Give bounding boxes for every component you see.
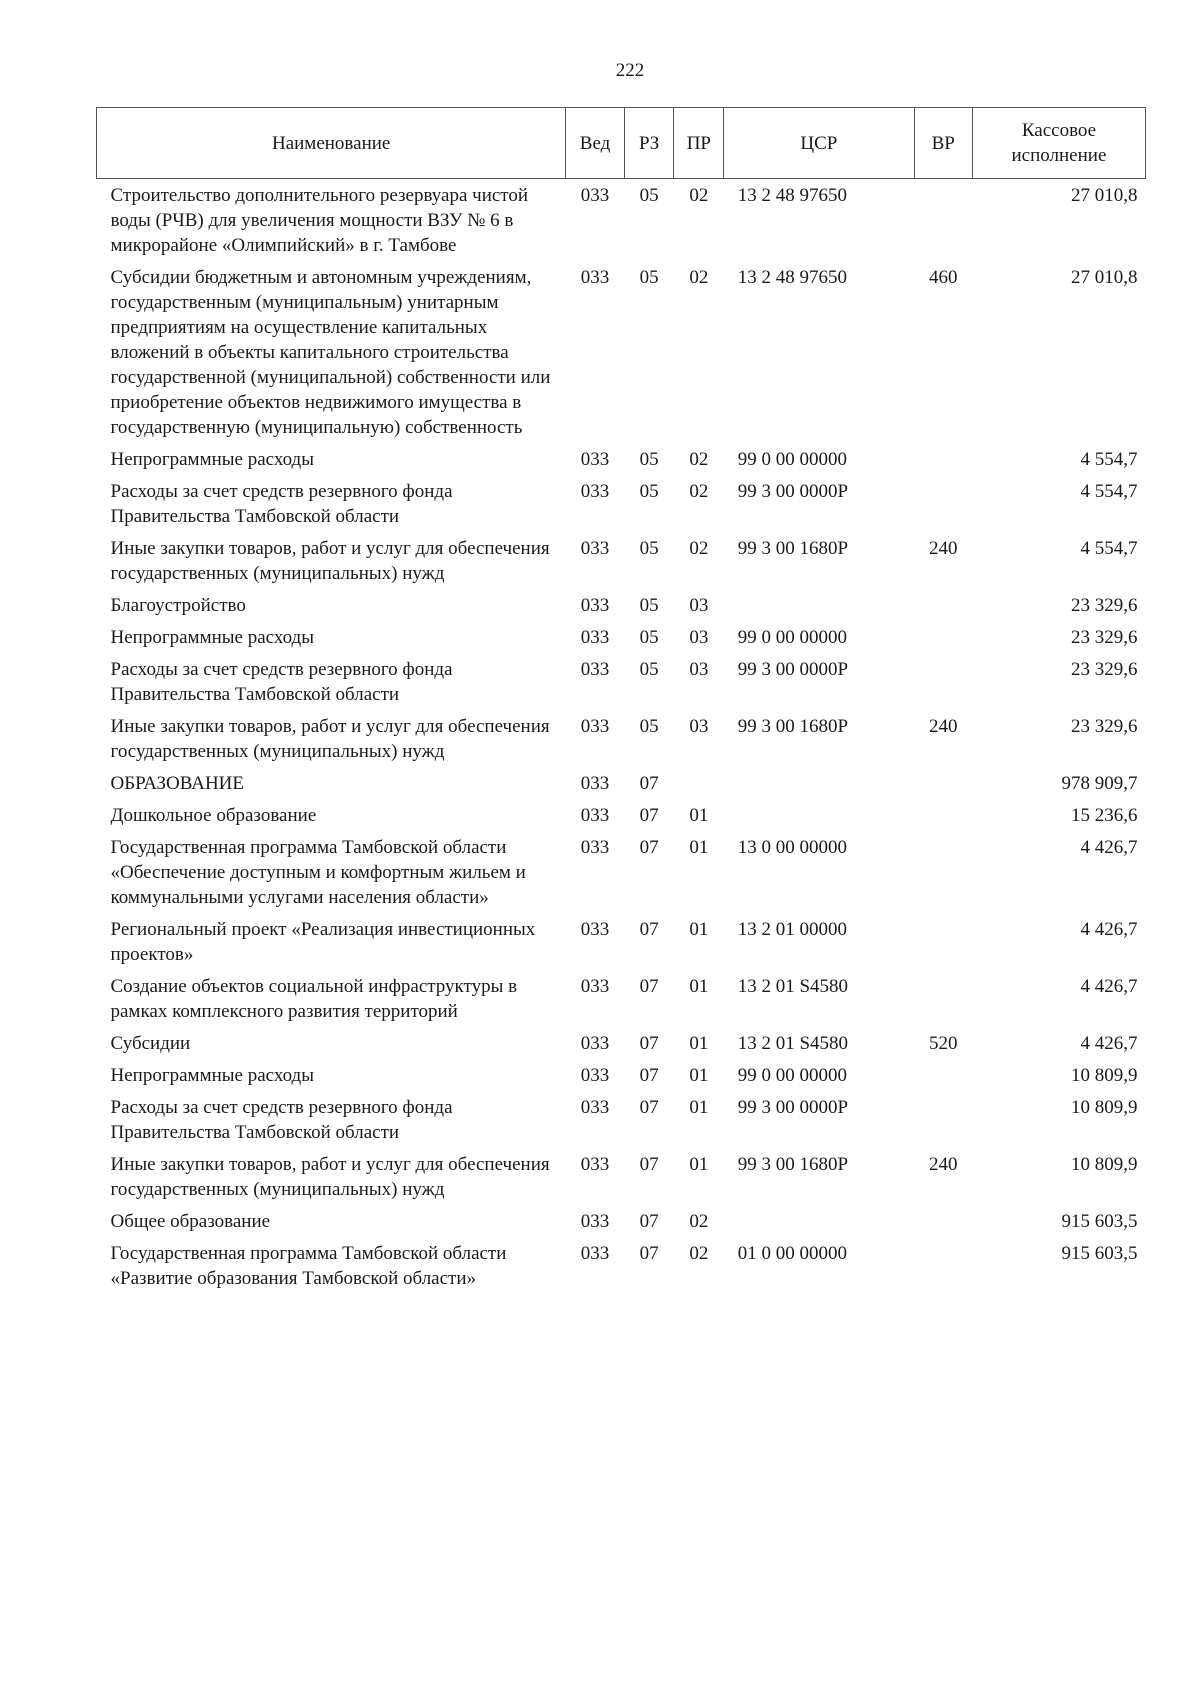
row-rz: 05 bbox=[639, 538, 659, 559]
row-name: Расходы за счет средств резервного фонда Правительства Тамбовской области bbox=[110, 659, 453, 705]
table-row bbox=[97, 1237, 1146, 1294]
row-ved: 033 bbox=[580, 627, 610, 648]
row-csr bbox=[724, 767, 914, 799]
row-amount: 23 329,6 bbox=[1071, 595, 1138, 616]
row-vr bbox=[914, 1205, 972, 1237]
row-rz: 07 bbox=[639, 1211, 659, 1232]
row-rz: 05 bbox=[639, 185, 659, 206]
row-ved: 033 bbox=[580, 267, 610, 288]
row-rz: 07 bbox=[639, 1243, 659, 1264]
row-csr: 99 3 00 0000P bbox=[737, 1097, 849, 1118]
row-rz: 07 bbox=[639, 976, 659, 997]
row-rz: 07 bbox=[639, 919, 659, 940]
row-amount: 23 329,6 bbox=[1071, 659, 1138, 680]
table-row bbox=[97, 913, 1146, 970]
row-ved: 033 bbox=[580, 1243, 610, 1264]
row-pr: 02 bbox=[689, 449, 709, 470]
row-csr: 13 2 48 97650 bbox=[737, 185, 847, 206]
row-amount: 27 010,8 bbox=[1071, 185, 1138, 206]
row-vr bbox=[914, 1237, 972, 1294]
row-csr bbox=[724, 799, 914, 831]
row-pr: 01 bbox=[689, 919, 709, 940]
row-vr bbox=[914, 831, 972, 913]
table-row bbox=[97, 799, 1146, 831]
row-amount: 978 909,7 bbox=[1061, 773, 1138, 794]
row-name: Дошкольное образование bbox=[110, 805, 317, 826]
row-ved: 033 bbox=[580, 481, 610, 502]
row-vr bbox=[914, 621, 972, 653]
row-ved: 033 bbox=[580, 976, 610, 997]
row-pr: 01 bbox=[689, 1097, 709, 1118]
row-pr bbox=[674, 767, 724, 799]
row-name: Общее образование bbox=[110, 1211, 271, 1232]
header-csr: ЦСР bbox=[724, 108, 914, 179]
row-amount: 915 603,5 bbox=[1061, 1243, 1138, 1264]
row-pr: 03 bbox=[689, 659, 709, 680]
row-name: Иные закупки товаров, работ и услуг для обеспечения государственных (муниципальных) нужд bbox=[110, 716, 550, 762]
row-rz: 05 bbox=[639, 449, 659, 470]
table-row bbox=[97, 1091, 1146, 1148]
row-rz: 05 bbox=[639, 716, 659, 737]
row-amount: 27 010,8 bbox=[1071, 267, 1138, 288]
table-row bbox=[97, 710, 1146, 767]
table-row bbox=[97, 767, 1146, 799]
row-pr: 01 bbox=[689, 976, 709, 997]
row-vr bbox=[914, 589, 972, 621]
row-csr: 13 0 00 00000 bbox=[737, 837, 847, 858]
row-ved: 033 bbox=[580, 449, 610, 470]
row-pr: 01 bbox=[689, 1065, 709, 1086]
row-amount: 15 236,6 bbox=[1071, 805, 1138, 826]
row-vr bbox=[914, 443, 972, 475]
row-ved: 033 bbox=[580, 919, 610, 940]
row-pr: 02 bbox=[689, 1243, 709, 1264]
table-row bbox=[97, 653, 1146, 710]
row-rz: 07 bbox=[639, 1033, 659, 1054]
table-row bbox=[97, 179, 1146, 262]
row-csr bbox=[724, 1205, 914, 1237]
row-csr: 99 3 00 0000P bbox=[737, 659, 849, 680]
row-ved: 033 bbox=[580, 1033, 610, 1054]
table-row bbox=[97, 970, 1146, 1027]
row-rz: 07 bbox=[639, 1065, 659, 1086]
row-name: Региональный проект «Реализация инвестиционных проектов» bbox=[110, 919, 536, 965]
row-name: Создание объектов социальной инфраструктуры в рамках комплексного развития территорий bbox=[110, 976, 518, 1022]
row-csr: 13 2 48 97650 bbox=[737, 267, 847, 288]
row-name: Строительство дополнительного резервуара чистой воды (РЧВ) для увеличения мощности ВЗУ № 6 в микрорайоне «Олимпийский» в г. Тамбове bbox=[110, 185, 529, 256]
row-pr: 01 bbox=[689, 837, 709, 858]
row-rz: 07 bbox=[639, 1154, 659, 1175]
row-name: Государственная программа Тамбовской области «Развитие образования Тамбовской области» bbox=[110, 1243, 507, 1289]
row-amount: 23 329,6 bbox=[1071, 627, 1138, 648]
row-ved: 033 bbox=[580, 1211, 610, 1232]
row-amount: 4 426,7 bbox=[1080, 919, 1138, 940]
row-vr bbox=[914, 179, 972, 262]
table-row bbox=[97, 831, 1146, 913]
row-pr: 03 bbox=[689, 595, 709, 616]
row-pr: 01 bbox=[689, 1033, 709, 1054]
row-ved: 033 bbox=[580, 805, 610, 826]
row-vr bbox=[914, 913, 972, 970]
row-rz: 07 bbox=[639, 773, 659, 794]
row-csr: 99 0 00 00000 bbox=[737, 627, 847, 648]
header-amount: Кассовое исполнение bbox=[972, 108, 1145, 179]
row-csr: 99 0 00 00000 bbox=[737, 1065, 847, 1086]
row-name: Непрограммные расходы bbox=[110, 449, 314, 470]
row-pr: 02 bbox=[689, 267, 709, 288]
row-csr: 99 3 00 1680P bbox=[737, 716, 849, 737]
row-vr bbox=[914, 653, 972, 710]
row-vr bbox=[914, 1091, 972, 1148]
row-csr: 99 3 00 1680P bbox=[737, 538, 849, 559]
row-ved: 033 bbox=[580, 1097, 610, 1118]
row-rz: 07 bbox=[639, 837, 659, 858]
row-name: Иные закупки товаров, работ и услуг для обеспечения государственных (муниципальных) нужд bbox=[110, 1154, 550, 1200]
row-rz: 05 bbox=[639, 659, 659, 680]
row-pr: 01 bbox=[689, 1154, 709, 1175]
row-amount: 4 426,7 bbox=[1080, 837, 1138, 858]
row-vr: 460 bbox=[928, 267, 958, 288]
row-pr: 03 bbox=[689, 627, 709, 648]
header-ved: Вед bbox=[566, 108, 624, 179]
row-name: Непрограммные расходы bbox=[110, 1065, 314, 1086]
row-vr bbox=[914, 799, 972, 831]
row-ved: 033 bbox=[580, 1154, 610, 1175]
row-pr: 02 bbox=[689, 1211, 709, 1232]
row-pr: 02 bbox=[689, 481, 709, 502]
table-header-row bbox=[97, 108, 1146, 179]
row-ved: 033 bbox=[580, 716, 610, 737]
table-row bbox=[97, 261, 1146, 443]
table-row bbox=[97, 621, 1146, 653]
row-name: Субсидии бюджетным и автономным учреждениям, государственным (муниципальным) унитарным предприятиям на осуществление капитальных вложений в объекты капитального строительства государственной (муниципальной) собственности или приобретение объектов недвижимого имущества в государственную (муниципальную) собственность bbox=[110, 267, 551, 438]
row-vr bbox=[914, 767, 972, 799]
table-row bbox=[97, 1027, 1146, 1059]
row-vr bbox=[914, 475, 972, 532]
row-rz: 07 bbox=[639, 1097, 659, 1118]
row-ved: 033 bbox=[580, 595, 610, 616]
row-ved: 033 bbox=[580, 837, 610, 858]
table-row bbox=[97, 1059, 1146, 1091]
header-pr: ПР bbox=[674, 108, 724, 179]
row-vr: 240 bbox=[928, 716, 958, 737]
row-name: Расходы за счет средств резервного фонда Правительства Тамбовской области bbox=[110, 1097, 453, 1143]
row-amount: 915 603,5 bbox=[1061, 1211, 1138, 1232]
row-pr: 02 bbox=[689, 185, 709, 206]
table-row bbox=[97, 1148, 1146, 1205]
row-rz: 05 bbox=[639, 627, 659, 648]
row-name: Благоустройство bbox=[110, 595, 246, 616]
row-csr: 99 0 00 00000 bbox=[737, 449, 847, 470]
row-amount: 23 329,6 bbox=[1071, 716, 1138, 737]
row-name: Субсидии bbox=[110, 1033, 191, 1054]
row-ved: 033 bbox=[580, 538, 610, 559]
row-amount: 10 809,9 bbox=[1071, 1097, 1138, 1118]
table-row bbox=[97, 1205, 1146, 1237]
row-name: Государственная программа Тамбовской области «Обеспечение доступным и комфортным жильем и коммунальными услугами населения области» bbox=[110, 837, 526, 908]
row-name: Иные закупки товаров, работ и услуг для обеспечения государственных (муниципальных) нужд bbox=[110, 538, 550, 584]
row-amount: 4 426,7 bbox=[1080, 976, 1138, 997]
table-row bbox=[97, 532, 1146, 589]
table-row bbox=[97, 589, 1146, 621]
row-csr: 13 2 01 00000 bbox=[737, 919, 847, 940]
row-ved: 033 bbox=[580, 773, 610, 794]
row-vr: 240 bbox=[928, 538, 958, 559]
page-number: 222 bbox=[615, 60, 645, 81]
table-row bbox=[97, 443, 1146, 475]
row-csr: 99 3 00 0000P bbox=[737, 481, 849, 502]
row-rz: 05 bbox=[639, 595, 659, 616]
row-amount: 4 554,7 bbox=[1080, 481, 1138, 502]
row-name: Расходы за счет средств резервного фонда Правительства Тамбовской области bbox=[110, 481, 453, 527]
row-rz: 05 bbox=[639, 481, 659, 502]
row-name: ОБРАЗОВАНИЕ bbox=[110, 773, 245, 794]
row-vr bbox=[914, 1059, 972, 1091]
row-name: Непрограммные расходы bbox=[110, 627, 314, 648]
table-body bbox=[97, 179, 1146, 1295]
row-pr: 03 bbox=[689, 716, 709, 737]
row-rz: 05 bbox=[639, 267, 659, 288]
row-vr: 520 bbox=[928, 1033, 958, 1054]
row-csr: 99 3 00 1680P bbox=[737, 1154, 849, 1175]
row-csr: 13 2 01 S4580 bbox=[737, 1033, 849, 1054]
row-csr: 01 0 00 00000 bbox=[737, 1243, 847, 1264]
budget-table bbox=[96, 107, 1146, 1294]
row-amount: 4 554,7 bbox=[1080, 538, 1138, 559]
row-amount: 4 426,7 bbox=[1080, 1033, 1138, 1054]
row-pr: 01 bbox=[689, 805, 709, 826]
row-csr: 13 2 01 S4580 bbox=[737, 976, 849, 997]
row-ved: 033 bbox=[580, 659, 610, 680]
row-csr bbox=[724, 589, 914, 621]
row-amount: 10 809,9 bbox=[1071, 1065, 1138, 1086]
header-vr: ВР bbox=[914, 108, 972, 179]
row-vr bbox=[914, 970, 972, 1027]
row-ved: 033 bbox=[580, 185, 610, 206]
row-amount: 10 809,9 bbox=[1071, 1154, 1138, 1175]
header-rz: РЗ bbox=[624, 108, 674, 179]
row-rz: 07 bbox=[639, 805, 659, 826]
header-name: Наименование bbox=[97, 108, 566, 179]
row-vr: 240 bbox=[928, 1154, 958, 1175]
table-row bbox=[97, 475, 1146, 532]
row-ved: 033 bbox=[580, 1065, 610, 1086]
row-pr: 02 bbox=[689, 538, 709, 559]
row-amount: 4 554,7 bbox=[1080, 449, 1138, 470]
